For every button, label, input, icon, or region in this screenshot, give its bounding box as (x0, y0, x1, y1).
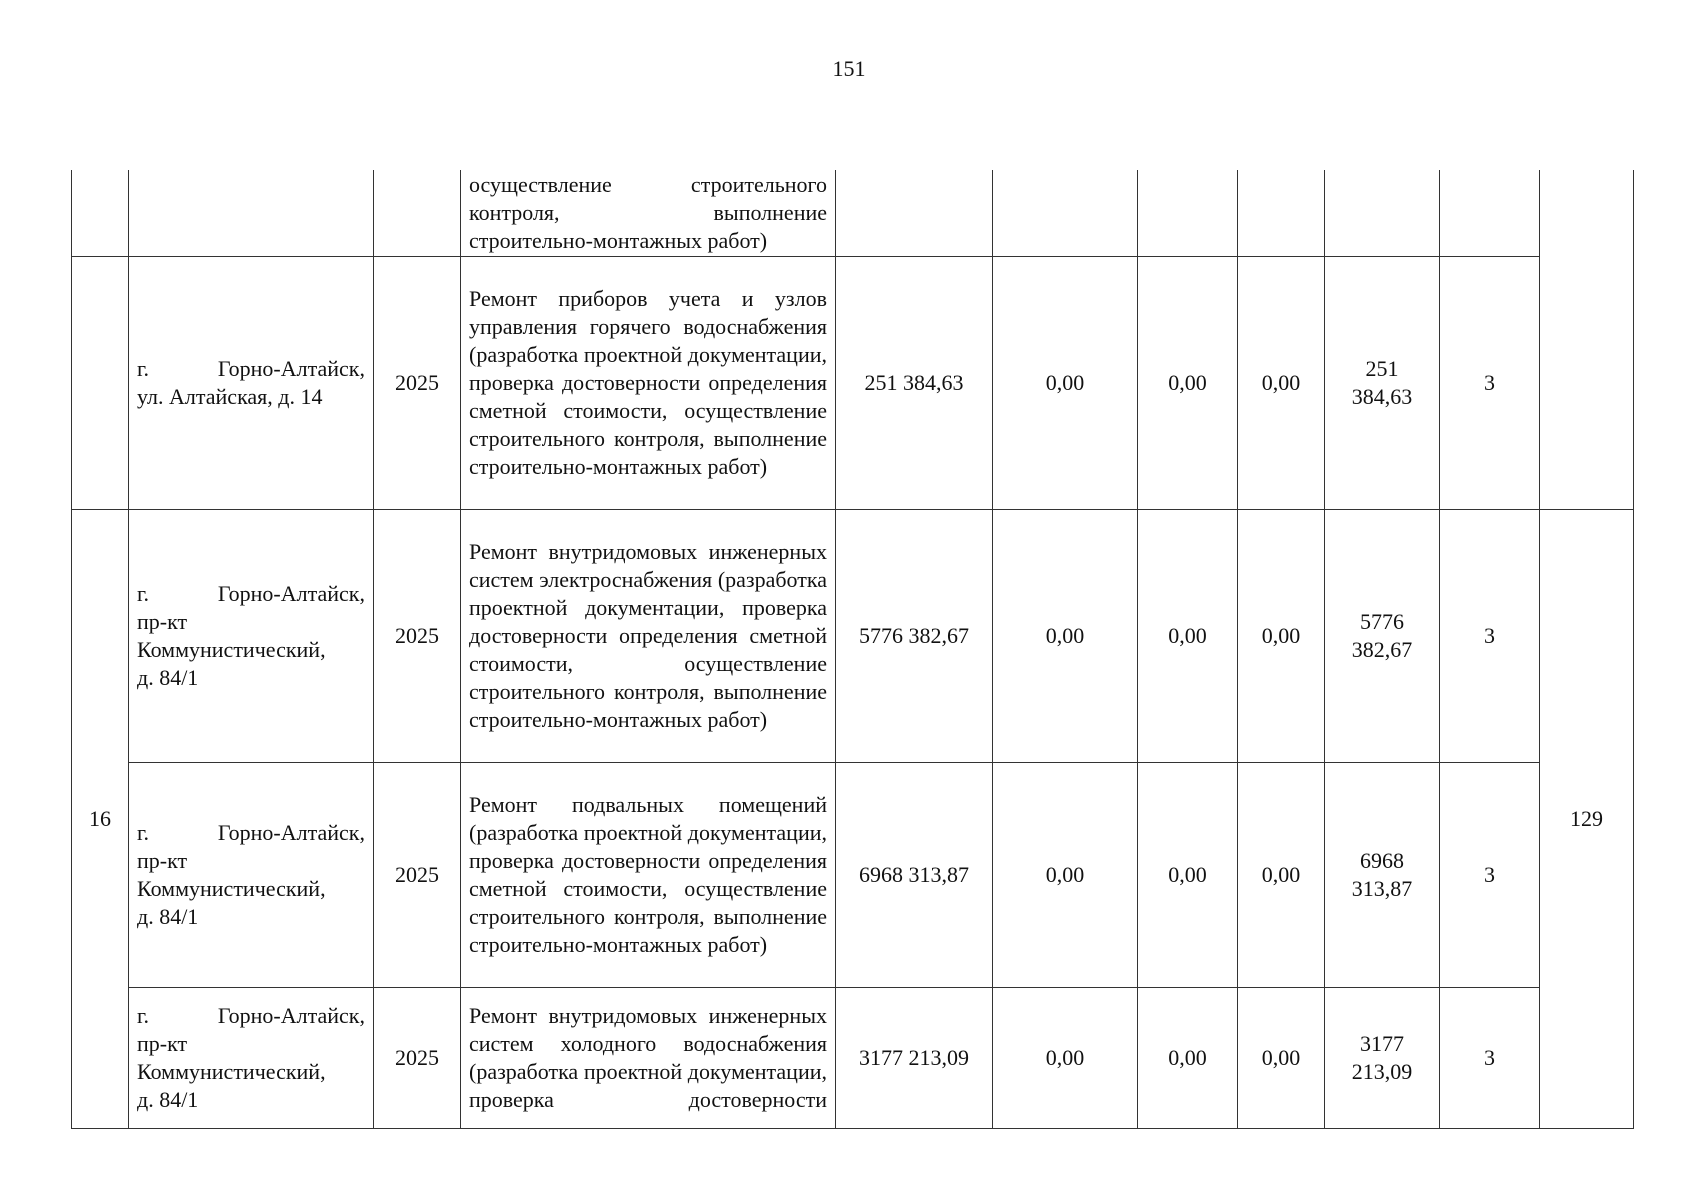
fund-sum-cell (1325, 170, 1440, 256)
cost-col6-cell: 0,00 (1138, 762, 1238, 987)
cost-col6-cell: 0,00 (1138, 509, 1238, 762)
work-description-cell (461, 170, 836, 256)
address-cell: г. Горно-Алтайск, пр-кт Коммунистический, д. 84/1 (129, 509, 374, 762)
work-description-cell: Ремонт внутридомовых инженерных систем холодного водоснабжения (разработка проектной документации, проверка достоверности (461, 987, 836, 1128)
works-table (71, 170, 1634, 1129)
total-cost-cell: 5776 382,67 (836, 509, 993, 762)
cost-col7-cell: 0,00 (1238, 762, 1325, 987)
year-cell: 2025 (374, 762, 461, 987)
table-row (72, 256, 1634, 509)
work-description-cell: Ремонт приборов учета и узлов управления горячего водоснабжения (разработка проектной документации, проверка достоверности определения сметной стоимости, осуществление строительного контроля, выполнение строительно-монтажных работ) (461, 256, 836, 509)
year-cell (374, 170, 461, 256)
term-cell: 3 (1440, 762, 1540, 987)
table-row (72, 762, 1634, 987)
term-cell: 3 (1440, 509, 1540, 762)
work-description-cell: Ремонт подвальных помещений (разработка проектной документации, проверка достоверности определения сметной стоимости, осуществление строительного контроля, выполнение строительно-монтажных работ) (461, 762, 836, 987)
address-cell: г. Горно-Алтайск, пр-кт Коммунистический, д. 84/1 (129, 987, 374, 1128)
cost-col5-cell: 0,00 (993, 987, 1138, 1128)
year-cell: 2025 (374, 987, 461, 1128)
cost-col7-cell: 0,00 (1238, 256, 1325, 509)
work-line: контроля, выполнение (469, 199, 827, 225)
address-line: г. Горно-Алтайск, (137, 355, 365, 381)
year-cell: 2025 (374, 256, 461, 509)
work-line: осуществление строительного (469, 171, 827, 197)
term-cell: 3 (1440, 256, 1540, 509)
fund-sum-cell: 5776 382,67 (1325, 509, 1440, 762)
fund-sum-cell: 251 384,63 (1325, 256, 1440, 509)
total-cost-cell: 3177 213,09 (836, 987, 993, 1128)
last-col-cell: 129 (1540, 509, 1634, 1128)
fund-sum-cell: 6968 313,87 (1325, 762, 1440, 987)
address-cell (129, 170, 374, 256)
cost-col6-cell: 0,00 (1138, 987, 1238, 1128)
term-cell: 3 (1440, 987, 1540, 1128)
row-number-cell: 16 (72, 509, 129, 1128)
cost-col5-cell: 0,00 (993, 762, 1138, 987)
cost-col5-cell: 0,00 (993, 509, 1138, 762)
year-cell: 2025 (374, 509, 461, 762)
page-number: 151 (832, 56, 866, 81)
total-cost-cell: 6968 313,87 (836, 762, 993, 987)
fund-sum-cell: 3177 213,09 (1325, 987, 1440, 1128)
address-cell: г. Горно-Алтайск, пр-кт Коммунистический, д. 84/1 (129, 762, 374, 987)
table-row (72, 170, 1634, 256)
last-col-cell (1540, 170, 1634, 509)
cost-col7-cell: 0,00 (1238, 509, 1325, 762)
term-cell (1440, 170, 1540, 256)
cost-col7-cell: 0,00 (1238, 987, 1325, 1128)
total-cost-cell: 251 384,63 (836, 256, 993, 509)
table-row (72, 509, 1634, 762)
work-line: строительно-монтажных работ) (469, 227, 768, 253)
table-row (72, 987, 1634, 1128)
address-cell (129, 256, 374, 509)
total-cost-cell (836, 170, 993, 256)
work-description-cell: Ремонт внутридомовых инженерных систем электроснабжения (разработка проектной документации, проверка достоверности определения сметной стоимости, осуществление строительного контроля, выполнение строительно-монтажных работ) (461, 509, 836, 762)
cost-col6-cell: 0,00 (1138, 256, 1238, 509)
cost-col5-cell (993, 170, 1138, 256)
row-number-cell (72, 170, 129, 256)
cost-col6-cell (1138, 170, 1238, 256)
cost-col7-cell (1238, 170, 1325, 256)
address-line: ул. Алтайская, д. 14 (137, 383, 323, 409)
row-number-cell (72, 256, 129, 509)
cost-col5-cell: 0,00 (993, 256, 1138, 509)
